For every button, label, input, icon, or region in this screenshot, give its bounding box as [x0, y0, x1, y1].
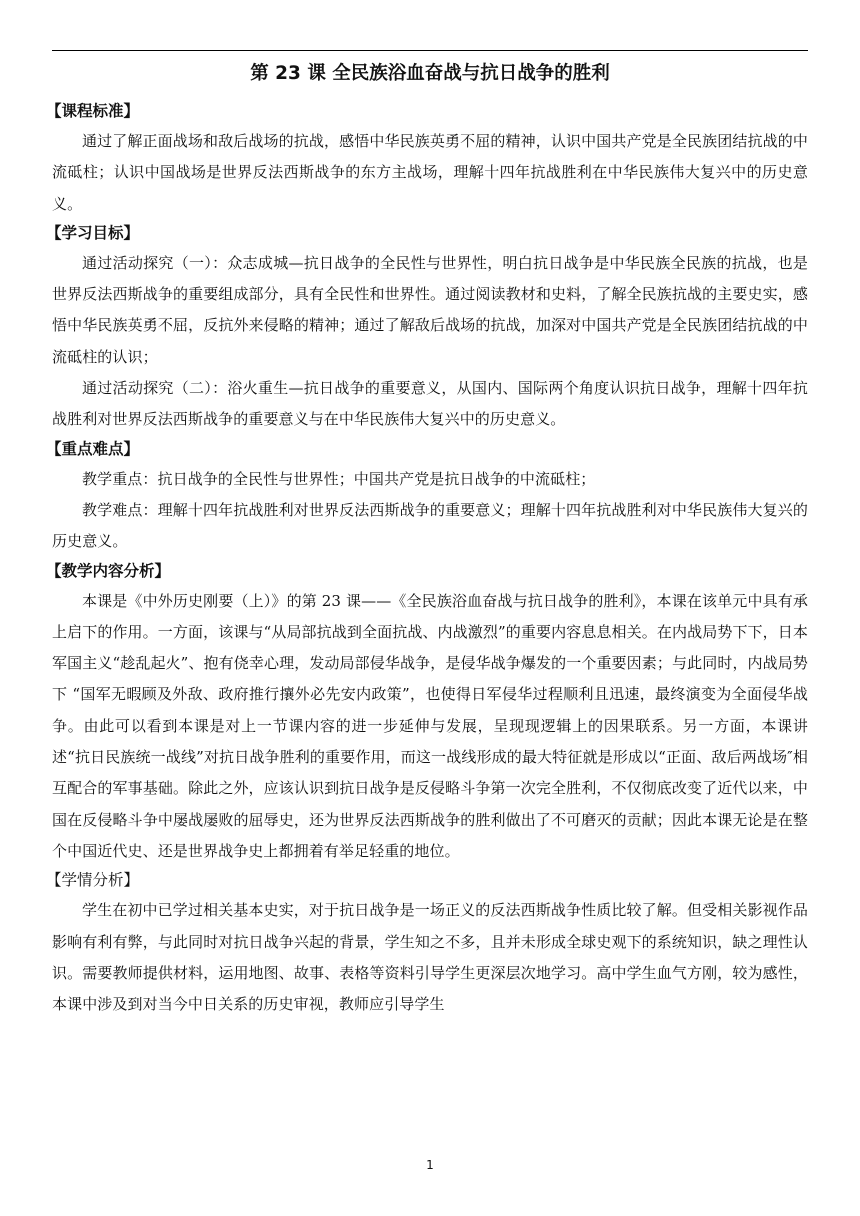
section-learning-objectives — [46, 220, 808, 436]
paragraph: 通过活动探究（二）：浴火重生—抗日战争的重要意义，从国内、国际两个角度认识抗日战争，理解十四年抗战胜利对世界反法西斯战争的重要意义与在中华民族伟大复兴中的历史意义。 — [52, 379, 808, 429]
section-heading: 【教学内容分析】 — [46, 561, 171, 580]
document-body — [46, 60, 808, 1020]
paragraph: 通过了解正面战场和敌后战场的抗战，感悟中华民族英勇不屈的精神，认识中国共产党是全民族团结抗战的中流砥柱；认识中国战场是世界反法西斯战争的东方主战场，理解十四年抗战胜利在中华民族伟大复兴中的历史意义。 — [52, 132, 808, 213]
section-learner-analysis — [46, 867, 808, 1020]
paragraph: 本课是《中外历史刚要（上）》的第 23 课——《全民族浴血奋战与抗日战争的胜利》，本课在该单元中具有承上启下的作用。一方面，该课与“从局部抗战到全面抗战、内战激烈”的重要内容息息相关。在内战局势下下，日本军国主义“趁乱起火”、抱有侥幸心理，发动局部侵华战争，是侵华战争爆发的一个重要因素；与此同时，内战局势下 “国军无暇顾及外敌、政府推行攘外必先安内政策”，也使得日军侵华过程顺利且迅速，最终演变为全面侵华战争。由此可以看到本课是对上一节课内容的进一步延伸与发展，呈现现逻辑上的因果联系。另一方面，本课讲述“抗日民族统一战线”对抗日战争胜利的重要作用，而这一战线形成的最大特征就是形成以“正面、敌后两战场″相互配合的军事基础。除此之外，应该认识到抗日战争是反侵略斗争第一次完全胜利，不仅彻底改变了近代以来，中国在反侵略斗争中屡战屡败的屈辱史，还为世界反法西斯战争的胜利做出了不可磨灭的贡献；因此本课无论是在整个中国近代史、还是世界战争史上都拥着有举足轻重的地位。 — [52, 591, 808, 860]
lesson-title: 第 23 课 全民族浴血奋战与抗日战争的胜利 — [250, 63, 610, 84]
section-course-standard — [46, 98, 808, 220]
section-heading: 【课程标准】 — [46, 102, 140, 120]
paragraph: 学生在初中已学过相关基本史实，对于抗日战争是一场正义的反法西斯战争性质比较了解。但受相关影视作品影响有利有弊，与此同时对抗日战争兴起的背景，学生知之不多，且并未形成全球史观下的系统知识，缺之理性认识。需要教师提供材料，运用地图、故事、表格等资料引导学生更深层次地学习。高中学生血气方刚，较为感性，本课中涉及到对当今中日关系的历史审视，教师应引导学生 — [52, 901, 808, 1014]
paragraph: 通过活动探究（一）：众志成城—抗日战争的全民性与世界性，明白抗日战争是中华民族全民族的抗战，也是世界反法西斯战争的重要组成部分，具有全民性和世界性。通过阅读教材和史料，了解全民族抗战的主要史实，感悟中华民族英勇不屈，反抗外来侵略的精神；通过了解敌后战场的抗战，加深对中国共产党是全民族团结抗战的中流砥柱的认识； — [52, 253, 808, 366]
section-heading: 【学情分析】 — [46, 871, 140, 890]
paragraph: 教学难点：理解十四年抗战胜利对世界反法西斯战争的重要意义；理解十四年抗战胜利对中华民族伟大复兴的历史意义。 — [52, 500, 808, 551]
header-rule — [52, 50, 808, 51]
section-content-analysis — [46, 558, 808, 868]
paragraph: 教学重点：抗日战争的全民性与世界性；中国共产党是抗日战争的中流砥柱； — [82, 469, 596, 488]
section-heading: 【重点难点】 — [46, 439, 140, 458]
section-heading: 【学习目标】 — [46, 223, 140, 242]
page-number: 1 — [426, 1158, 434, 1172]
section-key-difficulties — [46, 436, 808, 558]
